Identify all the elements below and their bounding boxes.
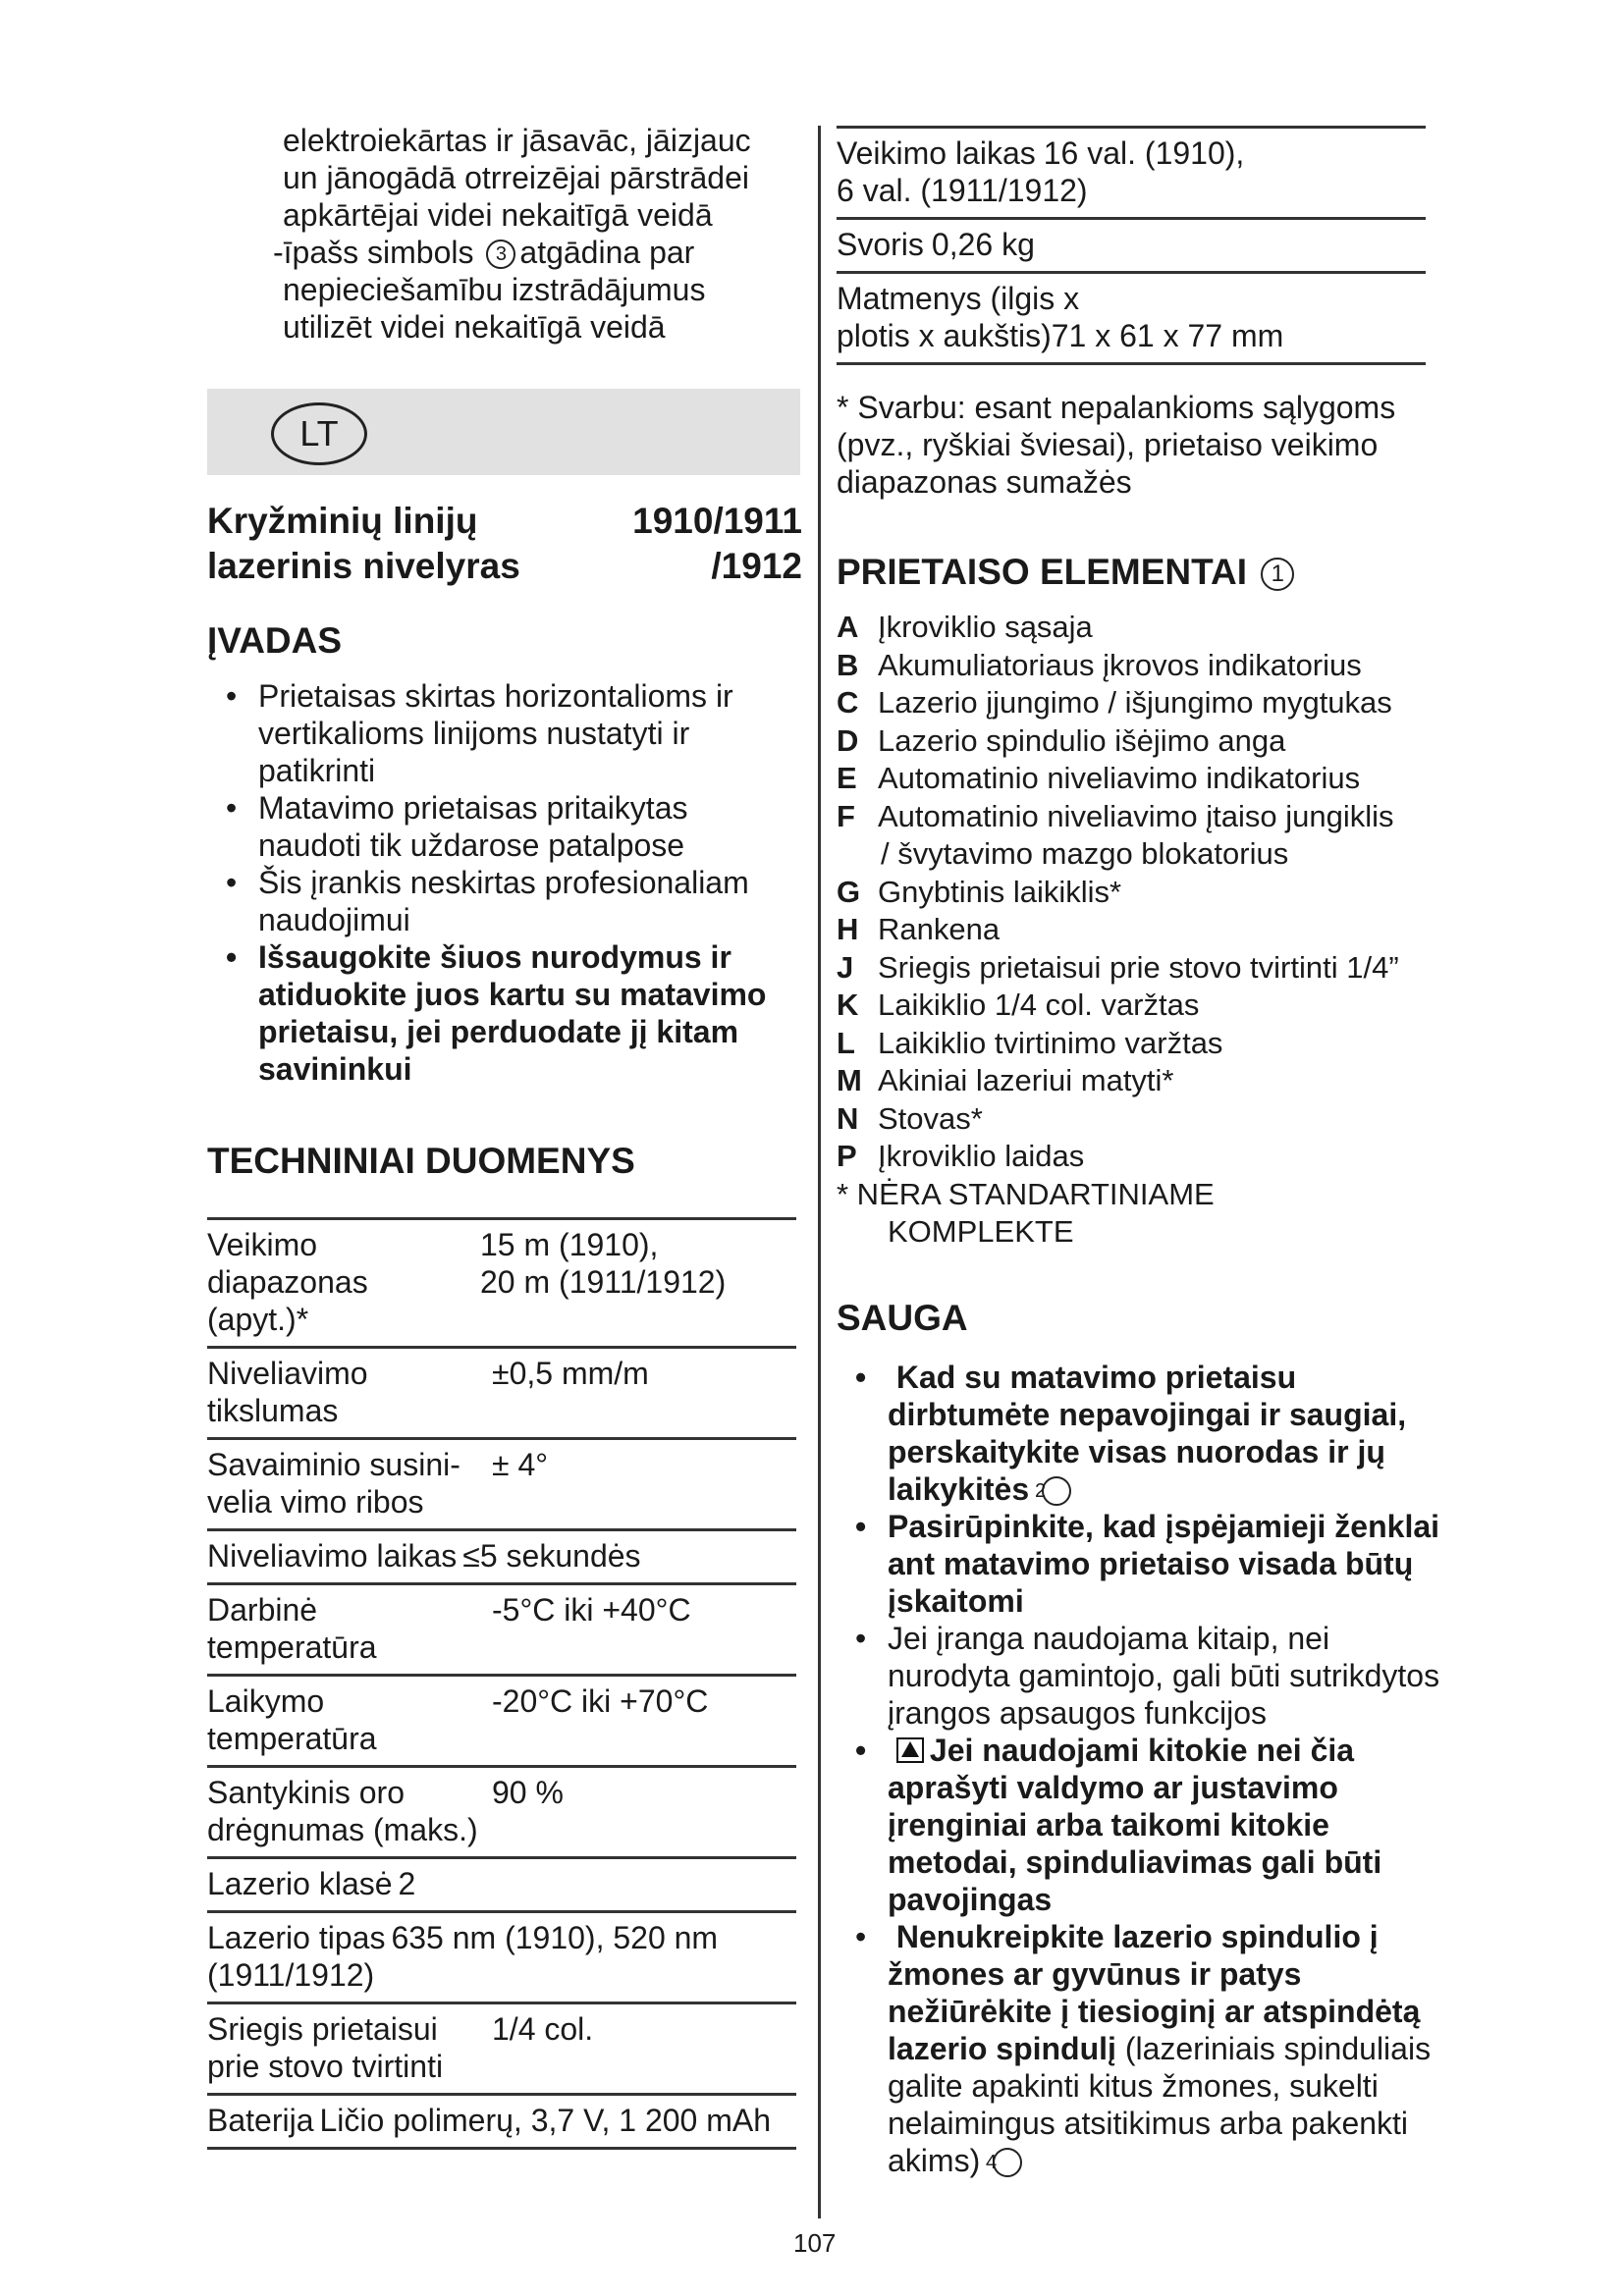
item-text-bold: Nenukreipkite lazerio spindulio į žmones ar gyvūnus ir patys nežiūrėkite į tiesioginį ar atspindėtą lazerio spindulį (888, 1919, 1421, 2066)
heading-text: PRIETAISO ELEMENTAI (837, 552, 1247, 592)
spec-row (837, 126, 1426, 217)
text-span: atgādina par (519, 235, 695, 270)
spec-value: ≤5 sekundės (462, 1538, 641, 1574)
spec-label: Savaiminio susini- velia vimo ribos (207, 1447, 460, 1520)
element-item (837, 760, 1399, 798)
spec-value: 2 (398, 1866, 416, 1901)
spec-row (207, 1856, 796, 1910)
safety-item (837, 1359, 1445, 1508)
spec-label: Santykinis oro drėgnumas (maks.) (207, 1775, 478, 1847)
elements-heading (837, 550, 1298, 595)
safety-heading: SAUGA (837, 1298, 968, 1338)
text-line: nepieciešamību izstrādājumus (283, 272, 706, 307)
element-text: Įkroviklio laidas (878, 1139, 1085, 1173)
spec-label: Matmenys (ilgis x plotis x aukštis) (837, 281, 1080, 353)
element-key: J (837, 949, 854, 985)
spec-value: 71 x 61 x 77 mm (1051, 318, 1284, 353)
figure-ref-circle: 4 (993, 2148, 1022, 2177)
specs-table-continued (837, 126, 1426, 365)
list-item: • Matavimo prietaisas pritaikytas naudoti tik uždarose patalpose (207, 789, 796, 864)
element-text: Laikiklio tvirtinimo varžtas (878, 1025, 1223, 1060)
element-item (837, 1025, 1399, 1063)
item-text: (lazeriniais spinduliais galite apakinti kitus žmones, sukelti nelaimingus atsitikimus arba pakenkti akims) (888, 2031, 1432, 2178)
laser-warning-icon (896, 1737, 924, 1763)
spec-label: Sriegis prietaisui prie stovo tvirtinti (207, 2011, 444, 2084)
specs-heading: TECHNINIAI DUOMENYS (207, 1141, 635, 1181)
safety-item: • Pasirūpinkite, kad įspėjamieji ženklai ant matavimo prietaiso visada būtų įskaitomi (837, 1508, 1445, 1620)
element-item (837, 609, 1399, 647)
footnote-line: * NĖRA STANDARTINIAME (837, 1176, 1215, 1211)
spec-label: Veikimo laikas (837, 135, 1036, 171)
spec-value: 90 % (492, 1775, 564, 1810)
element-key: K (837, 988, 859, 1022)
spec-value: 15 m (1910), 20 m (1911/1912) (480, 1227, 727, 1300)
spec-row (207, 1765, 796, 1856)
elements-list (837, 609, 1399, 1252)
text-line: apkārtējai videi nekaitīgā veidā (283, 197, 713, 233)
list-item: • Šis įrankis neskirtas profesionaliam naudojimui (207, 864, 796, 938)
spec-row (207, 1437, 796, 1528)
spec-label: Lazerio klasė (207, 1866, 393, 1901)
element-text: Automatinio niveliavimo indikatorius (878, 761, 1361, 795)
text-line: un jānogādā otrreizējai pārstrādei (283, 160, 749, 195)
list-item: • Išsaugokite šiuos nurodymus ir atiduokite juos kartu su matavimo prietaisu, jei perduodate jį kitam savininkui (207, 938, 796, 1088)
figure-ref-circle: 2 (1042, 1476, 1071, 1506)
spec-value: 16 val. (1910), 6 val. (1911/1912) (837, 135, 1245, 208)
element-key: E (837, 761, 857, 795)
intro-heading: ĮVADAS (207, 620, 343, 661)
spec-label: Baterija (207, 2103, 314, 2138)
element-key: B (837, 647, 859, 682)
model-line: 1910/1911 (632, 501, 802, 541)
column-divider (818, 126, 821, 2218)
element-item (837, 647, 1399, 685)
spec-row (207, 1528, 796, 1582)
element-key: D (837, 722, 859, 758)
list-item: • Prietaisas skirtas horizontalioms ir vertikalioms linijoms nustatyti ir patikrinti (207, 677, 796, 789)
latvian-tail-text (273, 122, 751, 346)
symbol-line (273, 234, 751, 271)
spec-row (837, 217, 1426, 271)
spec-row (207, 2002, 796, 2093)
safety-item (837, 1732, 1445, 1918)
spec-label: Lazerio tipas (207, 1920, 386, 1955)
element-item (837, 1138, 1399, 1176)
element-item (837, 949, 1399, 988)
model-numbers (609, 499, 802, 589)
text-line: elektroiekārtas ir jāsavāc, jāizjauc (283, 123, 751, 158)
spec-row (207, 2093, 796, 2150)
safety-item: • Jei įranga naudojama kitaip, nei nurodyta gamintojo, gali būti sutrikdytos įrangos apsaugos funkcijos (837, 1620, 1445, 1732)
figure-ref-circle: 3 (486, 240, 515, 269)
element-text: Gnybtinis laikiklis* (878, 874, 1122, 909)
range-note: * Svarbu: esant nepalankioms sąlygoms (pvz., ryškiai šviesai), prietaiso veikimo diapazonas sumažės (837, 390, 1396, 500)
element-item (837, 722, 1399, 761)
element-text: Laikiklio 1/4 col. varžtas (878, 988, 1200, 1022)
spec-value: ±0,5 mm/m (492, 1356, 649, 1391)
spec-label: Niveliavimo laikas (207, 1538, 458, 1574)
language-band (207, 389, 800, 475)
element-item (837, 987, 1399, 1025)
element-text: Akumuliatoriaus įkrovos indikatorius (878, 647, 1362, 682)
element-item (837, 1062, 1399, 1100)
element-text: Lazerio spindulio išėjimo anga (878, 722, 1286, 758)
spec-value: -5°C iki +40°C (492, 1592, 691, 1628)
spec-label: Veikimo diapazonas (apyt.)* (207, 1227, 368, 1337)
spec-label: Darbinė temperatūra (207, 1592, 377, 1665)
spec-row (207, 1346, 796, 1437)
spec-row (207, 1582, 796, 1674)
element-key: N (837, 1100, 859, 1136)
element-text: Sriegis prietaisui prie stovo tvirtinti 1/4” (878, 949, 1399, 985)
spec-row (207, 1674, 796, 1765)
intro-list (207, 677, 796, 1088)
element-text: Lazerio įjungimo / išjungimo mygtukas (878, 685, 1392, 720)
figure-ref-circle: 1 (1261, 558, 1294, 591)
spec-row (207, 1910, 796, 2002)
title-line: Kryžminių linijų (207, 501, 478, 541)
spec-value: 635 nm (1910), 520 nm (1911/1912) (207, 1920, 719, 1993)
item-text: Jei naudojami kitokie nei čia aprašyti valdymo ar justavimo įrenginiai arba taikomi kitokie metodai, spinduliavimas gali būti pavojingas (888, 1733, 1382, 1917)
element-text: Įkroviklio sąsaja (878, 610, 1093, 644)
specs-table (207, 1217, 796, 2150)
spec-label: Niveliavimo tikslumas (207, 1356, 368, 1428)
element-key: M (837, 1063, 862, 1097)
item-text: Kad su matavimo prietaisu dirbtumėte nepavojingai ir saugiai, perskaitykite visas nuorodas ir jų laikykitės (888, 1360, 1407, 1507)
element-text: Stovas* (878, 1100, 983, 1136)
spec-row (207, 1217, 796, 1346)
safety-list (837, 1359, 1445, 2179)
language-badge: LT (271, 402, 367, 465)
element-text: Rankena (878, 912, 1001, 946)
element-item (837, 798, 1399, 836)
element-item (837, 835, 1399, 874)
element-key: A (837, 610, 859, 644)
element-text: Akiniai lazeriui matyti* (878, 1063, 1174, 1097)
footnote-line: KOMPLEKTE (888, 1214, 1074, 1249)
title-line: lazerinis nivelyras (207, 546, 520, 586)
spec-row (837, 271, 1426, 365)
element-text: Automatinio niveliavimo įtaiso jungiklis (878, 798, 1394, 833)
text-span: -īpašs simbols (273, 235, 474, 270)
spec-value: -20°C iki +70°C (492, 1683, 709, 1719)
spec-label: Svoris (837, 227, 924, 262)
element-key: H (837, 912, 859, 946)
safety-item (837, 1918, 1445, 2179)
model-line: /1912 (711, 546, 802, 586)
element-text: / švytavimo mazgo blokatorius (881, 836, 1289, 871)
element-key: P (837, 1139, 857, 1173)
text-line: utilizēt videi nekaitīgā veidā (283, 309, 666, 345)
element-key: L (837, 1025, 855, 1060)
element-item (837, 684, 1399, 722)
page-number: 107 (793, 2228, 837, 2258)
element-item (837, 874, 1399, 912)
element-key: G (837, 874, 861, 909)
spec-label: Laikymo temperatūra (207, 1683, 377, 1756)
spec-value: Ličio polimerų, 3,7 V, 1 200 mAh (319, 2103, 772, 2138)
element-item (837, 911, 1399, 949)
element-key: C (837, 685, 859, 720)
spec-value: ± 4° (492, 1447, 549, 1482)
element-item (837, 1100, 1399, 1139)
element-key: F (837, 798, 855, 833)
spec-value: 0,26 kg (931, 227, 1035, 262)
product-title (207, 499, 520, 589)
spec-value: 1/4 col. (492, 2011, 594, 2047)
